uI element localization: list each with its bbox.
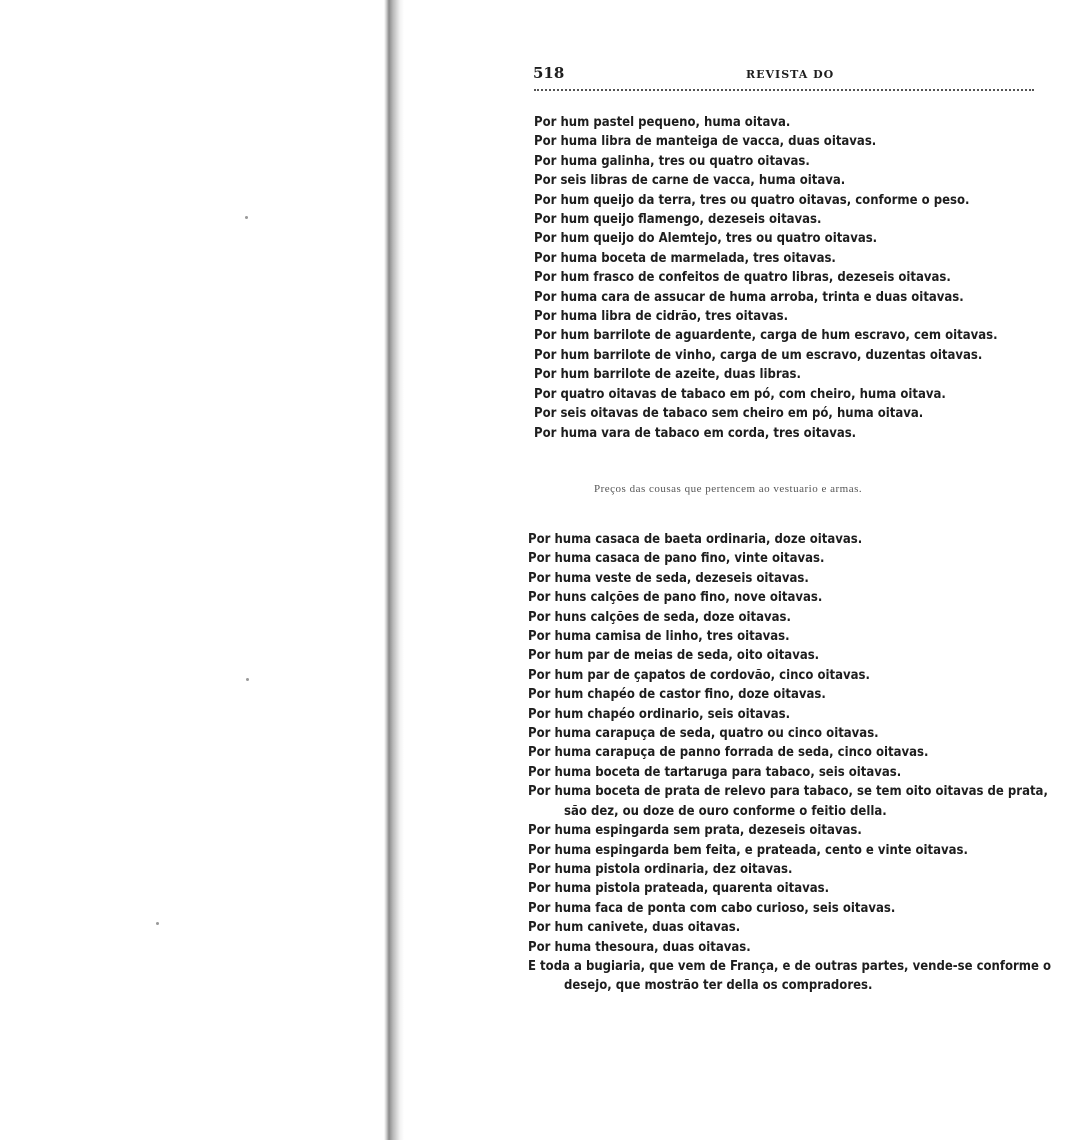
price-entry: Por huns calções de seda, doze oitavas. [528, 609, 791, 625]
price-entry: Por hum canivete, duas oitavas. [528, 920, 741, 936]
book-page [520, 62, 1051, 1122]
price-entry: Por huma libra de manteiga de vacca, duas oitavas. [534, 134, 877, 150]
price-entry: Por hum queijo do Alemtejo, tres ou quatro oitavas. [534, 231, 878, 247]
section-heading: Preços das cousas que pertencem ao vestuario e armas. [594, 483, 863, 495]
price-entry: Por hum queijo flamengo, dezeseis oitavas. [534, 212, 822, 228]
price-entry: Por hum frasco de confeitos de quatro libras, dezeseis oitavas. [534, 270, 951, 286]
price-entry: Por huma camisa de linho, tres oitavas. [528, 629, 790, 645]
price-entry: Por huma thesoura, duas oitavas. [528, 939, 751, 955]
price-entry: Por huma veste de seda, dezeseis oitavas. [528, 570, 809, 586]
price-entry: Por huma espingarda bem feita, e prateada, cento e vinte oitavas. [528, 842, 968, 858]
price-entry: E toda a bugiaria, que vem de França, e de outras partes, vende-se conforme o desejo, que mostrão ter della os compradores. [528, 958, 1051, 994]
price-entry: Por seis libras de carne de vacca, huma oitava. [534, 173, 846, 189]
price-entry: Por huma galinha, tres ou quatro oitavas. [534, 153, 810, 169]
price-entry: Por huma casaca de baeta ordinaria, doze oitavas. [528, 532, 863, 547]
paper-speck [246, 678, 249, 681]
running-head: REVISTA DO [746, 68, 835, 81]
page-number: 518 [533, 64, 565, 82]
price-entry: Por huns calções de pano fino, nove oitavas. [528, 590, 823, 606]
price-entry: Por huma boceta de marmelada, tres oitavas. [534, 250, 836, 266]
price-entry: Por hum chapéo de castor fino, doze oitavas. [528, 687, 826, 703]
book-gutter [384, 0, 404, 1140]
price-entry: Por huma casaca de pano fino, vinte oitavas. [528, 551, 825, 567]
paper-speck [245, 216, 248, 219]
price-entry: Por hum chapéo ordinario, seis oitavas. [528, 706, 791, 722]
price-entry: Por hum barrilote de azeite, duas libras. [534, 367, 801, 383]
price-entry: Por seis oitavas de tabaco sem cheiro em pó, huma oitava. [534, 406, 924, 422]
price-entry: Por hum par de meias de seda, oito oitavas. [528, 648, 820, 664]
price-entry: Por huma carapuça de seda, quatro ou cinco oitavas. [528, 726, 879, 742]
price-entry: Por huma carapuça de panno forrada de seda, cinco oitavas. [528, 745, 929, 761]
price-entry: Por huma boceta de prata de relevo para tabaco, se tem oito oitavas de prata, são dez, ou doze de ouro conforme o feitio della. [528, 784, 1048, 819]
food-price-list [534, 113, 998, 443]
price-entry: Por huma cara de assucar de huma arroba, trinta e duas oitavas. [534, 289, 964, 305]
price-entry: Por huma boceta de tartaruga para tabaco, seis oitavas. [528, 764, 902, 780]
header-rule [534, 89, 1034, 91]
price-entry: Por huma faca de ponta com cabo curioso, seis oitavas. [528, 900, 896, 916]
price-entry: Por huma libra de cidrão, tres oitavas. [534, 309, 789, 325]
paper-speck [156, 922, 159, 925]
price-entry: Por hum pastel pequeno, huma oitava. [534, 115, 791, 130]
price-entry: Por hum barrilote de vinho, carga de um escravo, duzentas oitavas. [534, 347, 983, 363]
page-header [520, 62, 1040, 84]
price-entry: Por hum barrilote de aguardente, carga de hum escravo, cem oitavas. [534, 328, 998, 344]
price-entry: Por huma pistola prateada, quarenta oitavas. [528, 881, 830, 897]
price-entry: Por hum queijo da terra, tres ou quatro oitavas, conforme o peso. [534, 192, 970, 208]
price-entry: Por huma espingarda sem prata, dezeseis oitavas. [528, 823, 862, 839]
clothing-arms-price-list [528, 530, 1071, 996]
price-entry: Por quatro oitavas de tabaco em pó, com cheiro, huma oitava. [534, 386, 946, 402]
price-entry: Por huma pistola ordinaria, dez oitavas. [528, 861, 793, 877]
price-entry: Por huma vara de tabaco em corda, tres oitavas. [534, 425, 857, 441]
price-entry: Por hum par de çapatos de cordovão, cinco oitavas. [528, 667, 870, 683]
